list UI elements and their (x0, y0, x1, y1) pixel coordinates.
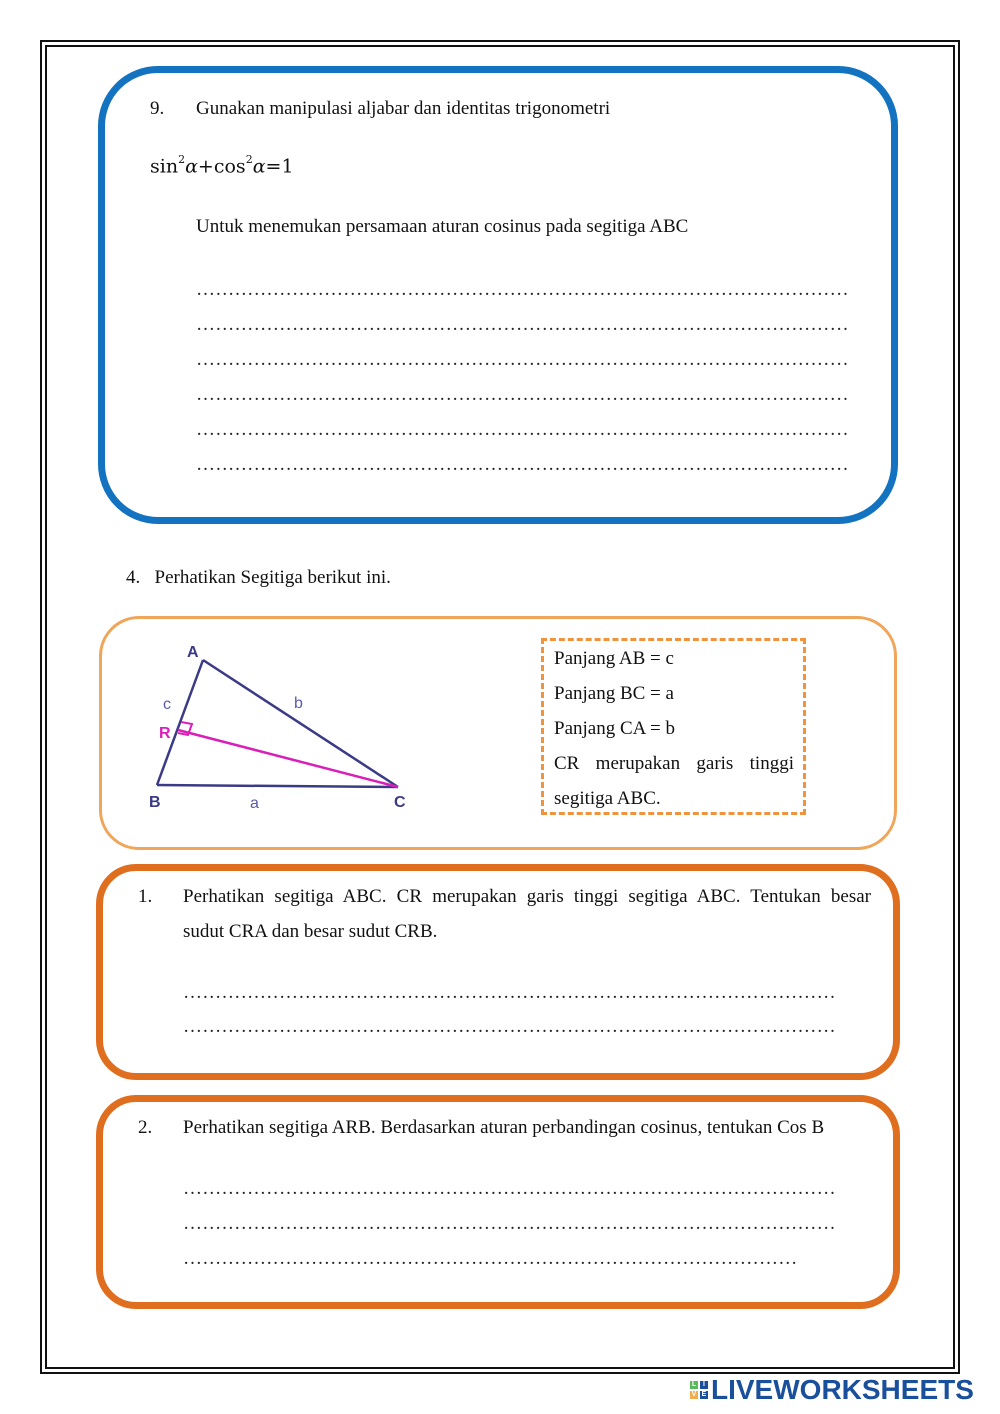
point-label-r: R (159, 725, 171, 742)
vertex-label-a: A (187, 644, 199, 661)
side-label-c: c (163, 696, 171, 713)
formula-exp-1: 2 (178, 153, 186, 166)
question-1-number: 1. (138, 886, 153, 907)
logo-grid-icon (690, 1381, 708, 1399)
logo-wordmark: LIVEWORKSHEETS (711, 1374, 974, 1405)
answer-line-q2-3[interactable]: …………………………………………………………………………………… (183, 1249, 798, 1269)
question-2-number: 2. (138, 1117, 153, 1138)
info-ab: Panjang AB = c (554, 648, 674, 669)
answer-line-q1-1[interactable]: ………………………………………………………………………………………… (183, 983, 836, 1003)
answer-line-9-6[interactable]: ………………………………………………………………………………………… (196, 455, 849, 475)
answer-line-9-4[interactable]: ………………………………………………………………………………………… (196, 385, 849, 405)
liveworksheets-logo (690, 1376, 974, 1404)
logo-grid-v: V (691, 1391, 697, 1398)
vertex-label-c: C (394, 794, 406, 811)
formula-cos: cos (213, 155, 246, 178)
formula-plus: + (197, 155, 214, 178)
trig-identity-formula (150, 155, 294, 177)
logo-grid-l: L (691, 1381, 697, 1388)
logo-grid-i: I (700, 1381, 708, 1389)
question-1-line-1: Perhatikan segitiga ABC. CR merupakan garis tinggi segitiga ABC. Tentukan besar (183, 886, 871, 907)
info-bc: Panjang BC = a (554, 683, 674, 704)
answer-line-q1-2[interactable]: ………………………………………………………………………………………… (183, 1017, 836, 1037)
info-ca: Panjang CA = b (554, 718, 676, 739)
section-9-task: Untuk menemukan persamaan aturan cosinus pada segitiga ABC (196, 216, 689, 237)
answer-line-q2-2[interactable]: ………………………………………………………………………………………… (183, 1214, 836, 1234)
info-cr: CR merupakan garis tinggi (554, 753, 794, 774)
question-2-text: Perhatikan segitiga ARB. Berdasarkan aturan perbandingan cosinus, tentukan Cos B (183, 1117, 825, 1138)
altitude-cr (178, 730, 398, 787)
side-ca (203, 660, 398, 787)
formula-equals: = (265, 155, 282, 178)
side-label-a: a (250, 795, 259, 812)
info-cr-cont: segitiga ABC. (554, 788, 661, 809)
answer-line-9-5[interactable]: ………………………………………………………………………………………… (196, 420, 849, 440)
question-1-line-2: sudut CRA dan besar sudut CRB. (183, 921, 438, 942)
section-9-instruction: Gunakan manipulasi aljabar dan identitas trigonometri (196, 98, 611, 119)
answer-line-9-3[interactable]: ………………………………………………………………………………………… (196, 350, 849, 370)
section-4-heading: 4. Perhatikan Segitiga berikut ini. (126, 567, 391, 588)
formula-exp-2: 2 (245, 153, 253, 166)
answer-line-q2-1[interactable]: ………………………………………………………………………………………… (183, 1179, 836, 1199)
vertex-label-b: B (149, 794, 161, 811)
answer-line-9-1[interactable]: ………………………………………………………………………………………… (196, 280, 849, 300)
formula-alpha-1: α (185, 155, 198, 178)
answer-line-9-2[interactable]: ………………………………………………………………………………………… (196, 315, 849, 335)
side-ab (157, 660, 203, 785)
formula-one: 1 (281, 155, 294, 178)
formula-alpha-2: α (252, 155, 266, 178)
logo-grid-e: E (701, 1391, 707, 1398)
formula-sin: sin (150, 155, 179, 178)
side-bc (157, 785, 398, 787)
triangle-diagram (140, 636, 430, 826)
section-9-number: 9. (150, 98, 165, 119)
side-label-b: b (294, 695, 303, 712)
